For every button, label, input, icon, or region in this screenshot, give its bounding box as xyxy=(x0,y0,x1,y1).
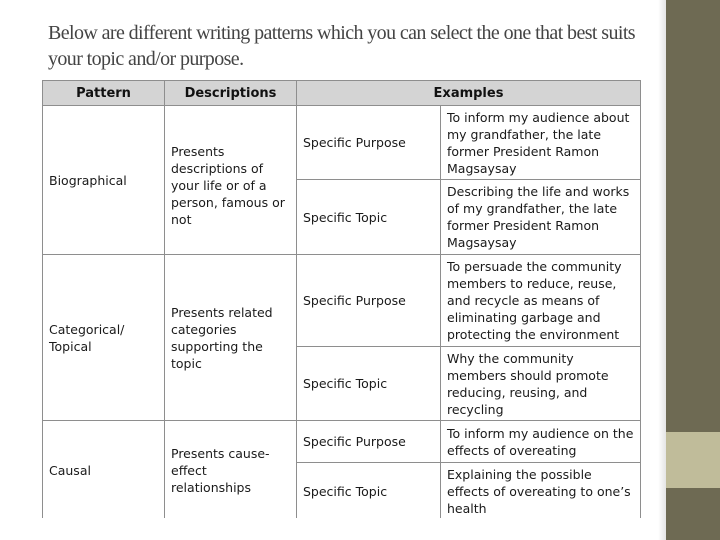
topic-example-cell: Explaining the possible effects of overeating to one’s health xyxy=(441,463,641,519)
pattern-cell: Causal xyxy=(43,421,165,519)
table-row xyxy=(43,255,641,347)
header-descriptions: Descriptions xyxy=(165,81,297,106)
table-row xyxy=(43,106,641,180)
purpose-example-cell: To inform my audience about my grandfather, the late former President Ramon Magsaysay xyxy=(441,106,641,180)
description-cell: Presents related categories supporting the topic xyxy=(165,255,297,421)
sidebar-shadow xyxy=(658,0,666,540)
pattern-cell: Biographical xyxy=(43,106,165,255)
specific-purpose-label: Specific Purpose xyxy=(297,421,441,463)
purpose-example-cell: To persuade the community members to reduce, reuse, and recycle as means of eliminating garbage and protecting the environment xyxy=(441,255,641,347)
table-header-row xyxy=(43,81,641,106)
writing-patterns-table-container xyxy=(42,80,642,518)
topic-example-cell: Why the community members should promote reducing, reusing, and recycling xyxy=(441,347,641,421)
specific-purpose-label: Specific Purpose xyxy=(297,255,441,347)
decorative-sidebar-accent xyxy=(666,432,720,488)
specific-topic-label: Specific Topic xyxy=(297,180,441,255)
slide-title: Below are different writing patterns which you can select the one that best suits your topic and/or purpose. xyxy=(48,22,635,70)
description-cell: Presents descriptions of your life or of a person, famous or not xyxy=(165,106,297,255)
specific-topic-label: Specific Topic xyxy=(297,347,441,421)
topic-example-cell: Describing the life and works of my grandfather, the late former President Ramon Magsaysay xyxy=(441,180,641,255)
purpose-example-cell: To inform my audience on the effects of overeating xyxy=(441,421,641,463)
specific-purpose-label: Specific Purpose xyxy=(297,106,441,180)
header-pattern: Pattern xyxy=(43,81,165,106)
writing-patterns-table xyxy=(42,80,641,518)
specific-topic-label: Specific Topic xyxy=(297,463,441,519)
table-row xyxy=(43,421,641,463)
pattern-cell: Categorical/ Topical xyxy=(43,255,165,421)
description-cell: Presents cause-effect relationships xyxy=(165,421,297,519)
header-examples: Examples xyxy=(297,81,641,106)
